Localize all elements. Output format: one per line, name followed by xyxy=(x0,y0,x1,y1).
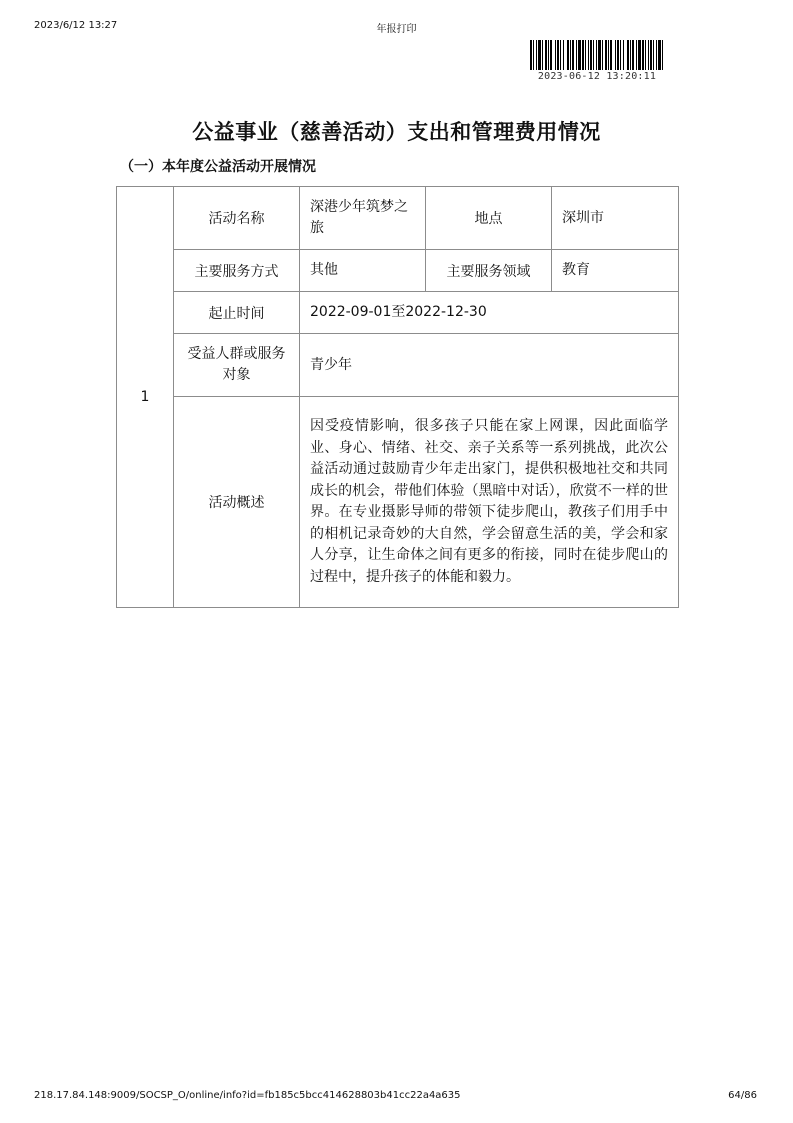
barcode-bar xyxy=(623,40,624,70)
barcode-bar xyxy=(656,40,657,70)
value-summary: 因受疫情影响，很多孩子只能在家上网课，因此面临学业、身心、情绪、社交、亲子关系等一系列挑战，此次公益活动通过鼓励青少年走出家门，提供积极地社交和共同成长的机会，带他们体验（黑暗中对话），欣赏不一样的世界。在专业摄影导师的带领下徒步爬山，教孩子们用手中的相机记录奇妙的大自然，学会留意生活的美，学会和家人分享，让生命体之间有更多的衔接，同时在徒步爬山的过程中，提升孩子的体能和毅力。 xyxy=(300,397,679,608)
activity-table xyxy=(116,186,679,608)
table-row xyxy=(117,397,679,608)
page-title: 公益事业（慈善活动）支出和管理费用情况 xyxy=(192,120,601,144)
barcode-bar xyxy=(576,40,577,70)
barcode-bar xyxy=(590,40,592,70)
barcode-bar xyxy=(636,40,637,70)
value-period: 2022-09-01至2022-12-30 xyxy=(300,292,679,334)
label-summary: 活动概述 xyxy=(174,397,300,608)
barcode-bar xyxy=(596,40,597,70)
barcode-bar xyxy=(608,40,609,70)
barcode-bar xyxy=(593,40,594,70)
value-beneficiaries: 青少年 xyxy=(300,334,679,397)
barcode-bar xyxy=(555,40,556,70)
barcode-bar xyxy=(560,40,561,70)
barcode-bar xyxy=(658,40,661,70)
barcode-bar xyxy=(567,40,569,70)
barcode-bar xyxy=(548,40,549,70)
barcode-bar xyxy=(570,40,571,70)
barcode-bar xyxy=(536,40,537,70)
barcode-bar xyxy=(533,40,534,70)
value-service-mode: 其他 xyxy=(300,250,426,292)
barcode-bar xyxy=(648,40,649,70)
table-row xyxy=(117,292,679,334)
table-row xyxy=(117,334,679,397)
value-activity-name: 深港少年筑梦之旅 xyxy=(300,187,426,250)
barcode-bar xyxy=(545,40,547,70)
barcode-bar xyxy=(615,40,616,70)
barcode-bar xyxy=(632,40,634,70)
barcode-bar xyxy=(653,40,654,70)
value-location: 深圳市 xyxy=(552,187,679,250)
table-row xyxy=(117,187,679,250)
label-location: 地点 xyxy=(426,187,552,250)
activity-index: 1 xyxy=(117,187,174,608)
print-datetime: 2023/6/12 13:27 xyxy=(34,20,118,31)
barcode-bar xyxy=(662,40,663,70)
label-beneficiaries: 受益人群或服务对象 xyxy=(174,334,300,397)
section-heading: （一）本年度公益活动开展情况 xyxy=(120,159,316,175)
barcode-bar xyxy=(617,40,619,70)
barcode-block xyxy=(530,40,664,82)
barcode-bar xyxy=(605,40,607,70)
barcode-bar xyxy=(530,40,532,70)
barcode-bar xyxy=(550,40,552,70)
barcode-image xyxy=(530,40,664,70)
value-service-field: 教育 xyxy=(552,250,679,292)
barcode-bar xyxy=(630,40,631,70)
barcode-timestamp: 2023-06-12 13:20:11 xyxy=(537,71,657,82)
print-header-title: 年报打印 xyxy=(376,24,417,35)
barcode-bar xyxy=(645,40,646,70)
barcode-bar xyxy=(588,40,589,70)
barcode-bar xyxy=(650,40,652,70)
label-service-mode: 主要服务方式 xyxy=(174,250,300,292)
barcode-bar xyxy=(578,40,581,70)
table-row xyxy=(117,250,679,292)
barcode-bar xyxy=(563,40,564,70)
barcode-bar xyxy=(627,40,629,70)
barcode-bar xyxy=(642,40,644,70)
footer-url: 218.17.84.148:9009/SOCSP_O/online/info?id=fb185c5bcc414628803b41cc22a4a635 xyxy=(34,1090,461,1101)
barcode-bar xyxy=(542,40,543,70)
label-service-field: 主要服务领域 xyxy=(426,250,552,292)
barcode-bar xyxy=(602,40,603,70)
barcode-bar xyxy=(610,40,612,70)
barcode-bar xyxy=(572,40,574,70)
page-number: 64/86 xyxy=(728,1090,757,1101)
barcode-bar xyxy=(620,40,621,70)
barcode-bar xyxy=(598,40,601,70)
label-period: 起止时间 xyxy=(174,292,300,334)
barcode-bar xyxy=(638,40,641,70)
barcode-bar xyxy=(557,40,559,70)
barcode-bar xyxy=(582,40,584,70)
barcode-bar xyxy=(538,40,541,70)
barcode-bar xyxy=(585,40,586,70)
label-activity-name: 活动名称 xyxy=(174,187,300,250)
